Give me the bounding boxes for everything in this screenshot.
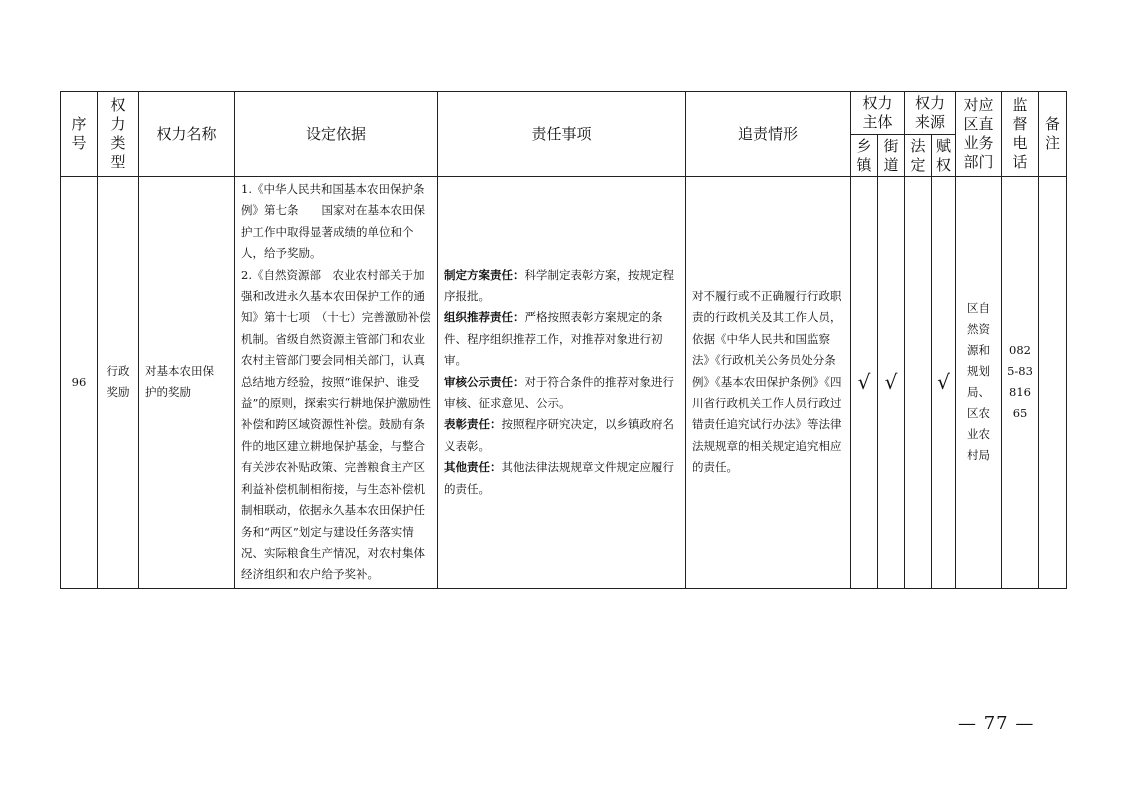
- header-remark: 备 注: [1039, 92, 1067, 177]
- header-power-subject: 权力 主体: [851, 92, 905, 135]
- row-seq: 96: [61, 177, 98, 589]
- header-responsibility: 责任事项: [438, 92, 686, 177]
- row-responsibilities: [438, 177, 686, 589]
- header-power-type: 权 力 类 型: [98, 92, 139, 177]
- table-row: [61, 177, 1067, 589]
- header-department: 对应 区直 业务 部门: [956, 92, 1002, 177]
- power-list-table: [60, 91, 1067, 589]
- basis-item-1: 1.《中华人民共和国基本农田保护条例》第七条 国家对在基本农田保护工作中取得显著成绩的单位和个人，给予奖励。: [241, 182, 425, 261]
- responsibility-item: 表彰责任：按照程序研究决定，以乡镇政府名义表彰。: [444, 417, 674, 453]
- basis-item-2: 2.《自然资源部 农业农村部关于加强和改进永久基本农田保护工作的通知》第十七项 （十七）完善激励补偿机制。省级自然资源主管部门和农业农村主管部门要会同相关部门，认真总结地方经验，按照“谁保护、谁受益”的原则，探索实行耕地保护激励性补偿和跨区域资源性补偿。鼓励有条件的地区建立耕地保护基金，与整合有关涉农补贴政策、完善粮食主产区利益补偿机制相衔接，与生态补偿机制相联动，依据永久基本农田保护任务和“两区”划定与建设任务落实情况、实际粮食生产情况，对农村集体经济组织和农户给予奖补。: [241, 267, 431, 582]
- responsibility-item: 制定方案责任：科学制定表彰方案，按规定程序报批。: [444, 267, 674, 304]
- street-check-mark: √: [878, 177, 905, 589]
- header-accountability: 追责情形: [686, 92, 851, 177]
- row-remark: [1039, 177, 1067, 589]
- legal-check-mark: [905, 177, 932, 589]
- header-power-name: 权力名称: [139, 92, 235, 177]
- row-power-type: 行政 奖励: [98, 177, 139, 589]
- header-subject-town: 乡 镇: [851, 135, 878, 177]
- row-basis: [235, 177, 438, 589]
- header-basis: 设定依据: [235, 92, 438, 177]
- header-seq: 序 号: [61, 92, 98, 177]
- responsibility-item: 审核公示责任：对于符合条件的推荐对象进行审核、征求意见、公示。: [444, 374, 674, 411]
- granted-check-mark: √: [932, 177, 956, 589]
- row-power-name: 对基本农田保 护的奖励: [139, 177, 235, 589]
- header-source-granted: 赋 权: [932, 135, 956, 177]
- town-check-mark: √: [851, 177, 878, 589]
- row-phone: 0825-8381665: [1002, 177, 1039, 589]
- responsibility-item: 组织推荐责任：严格按照表彰方案规定的条件、程序组织推荐工作，对推荐对象进行初审。: [444, 310, 663, 368]
- page-number: — 77 —: [958, 713, 1035, 734]
- row-department: 区自然资源和规划局、区农业农村局: [956, 177, 1002, 589]
- header-phone: 监 督 电 话: [1002, 92, 1039, 177]
- responsibility-item: 其他责任：其他法律法规规章文件规定应履行的责任。: [444, 460, 674, 496]
- row-accountability: 对不履行或不正确履行行政职责的行政机关及其工作人员，依据《中华人民共和国监察法》《行政机关公务员处分条例》《基本农田保护条例》《四川省行政机关工作人员行政过错责任追究试行办法》等法律法规规章的相关规定追究相应的责任。: [686, 177, 851, 589]
- header-source-legal: 法 定: [905, 135, 932, 177]
- header-power-source: 权力 来源: [905, 92, 956, 135]
- header-subject-street: 街 道: [878, 135, 905, 177]
